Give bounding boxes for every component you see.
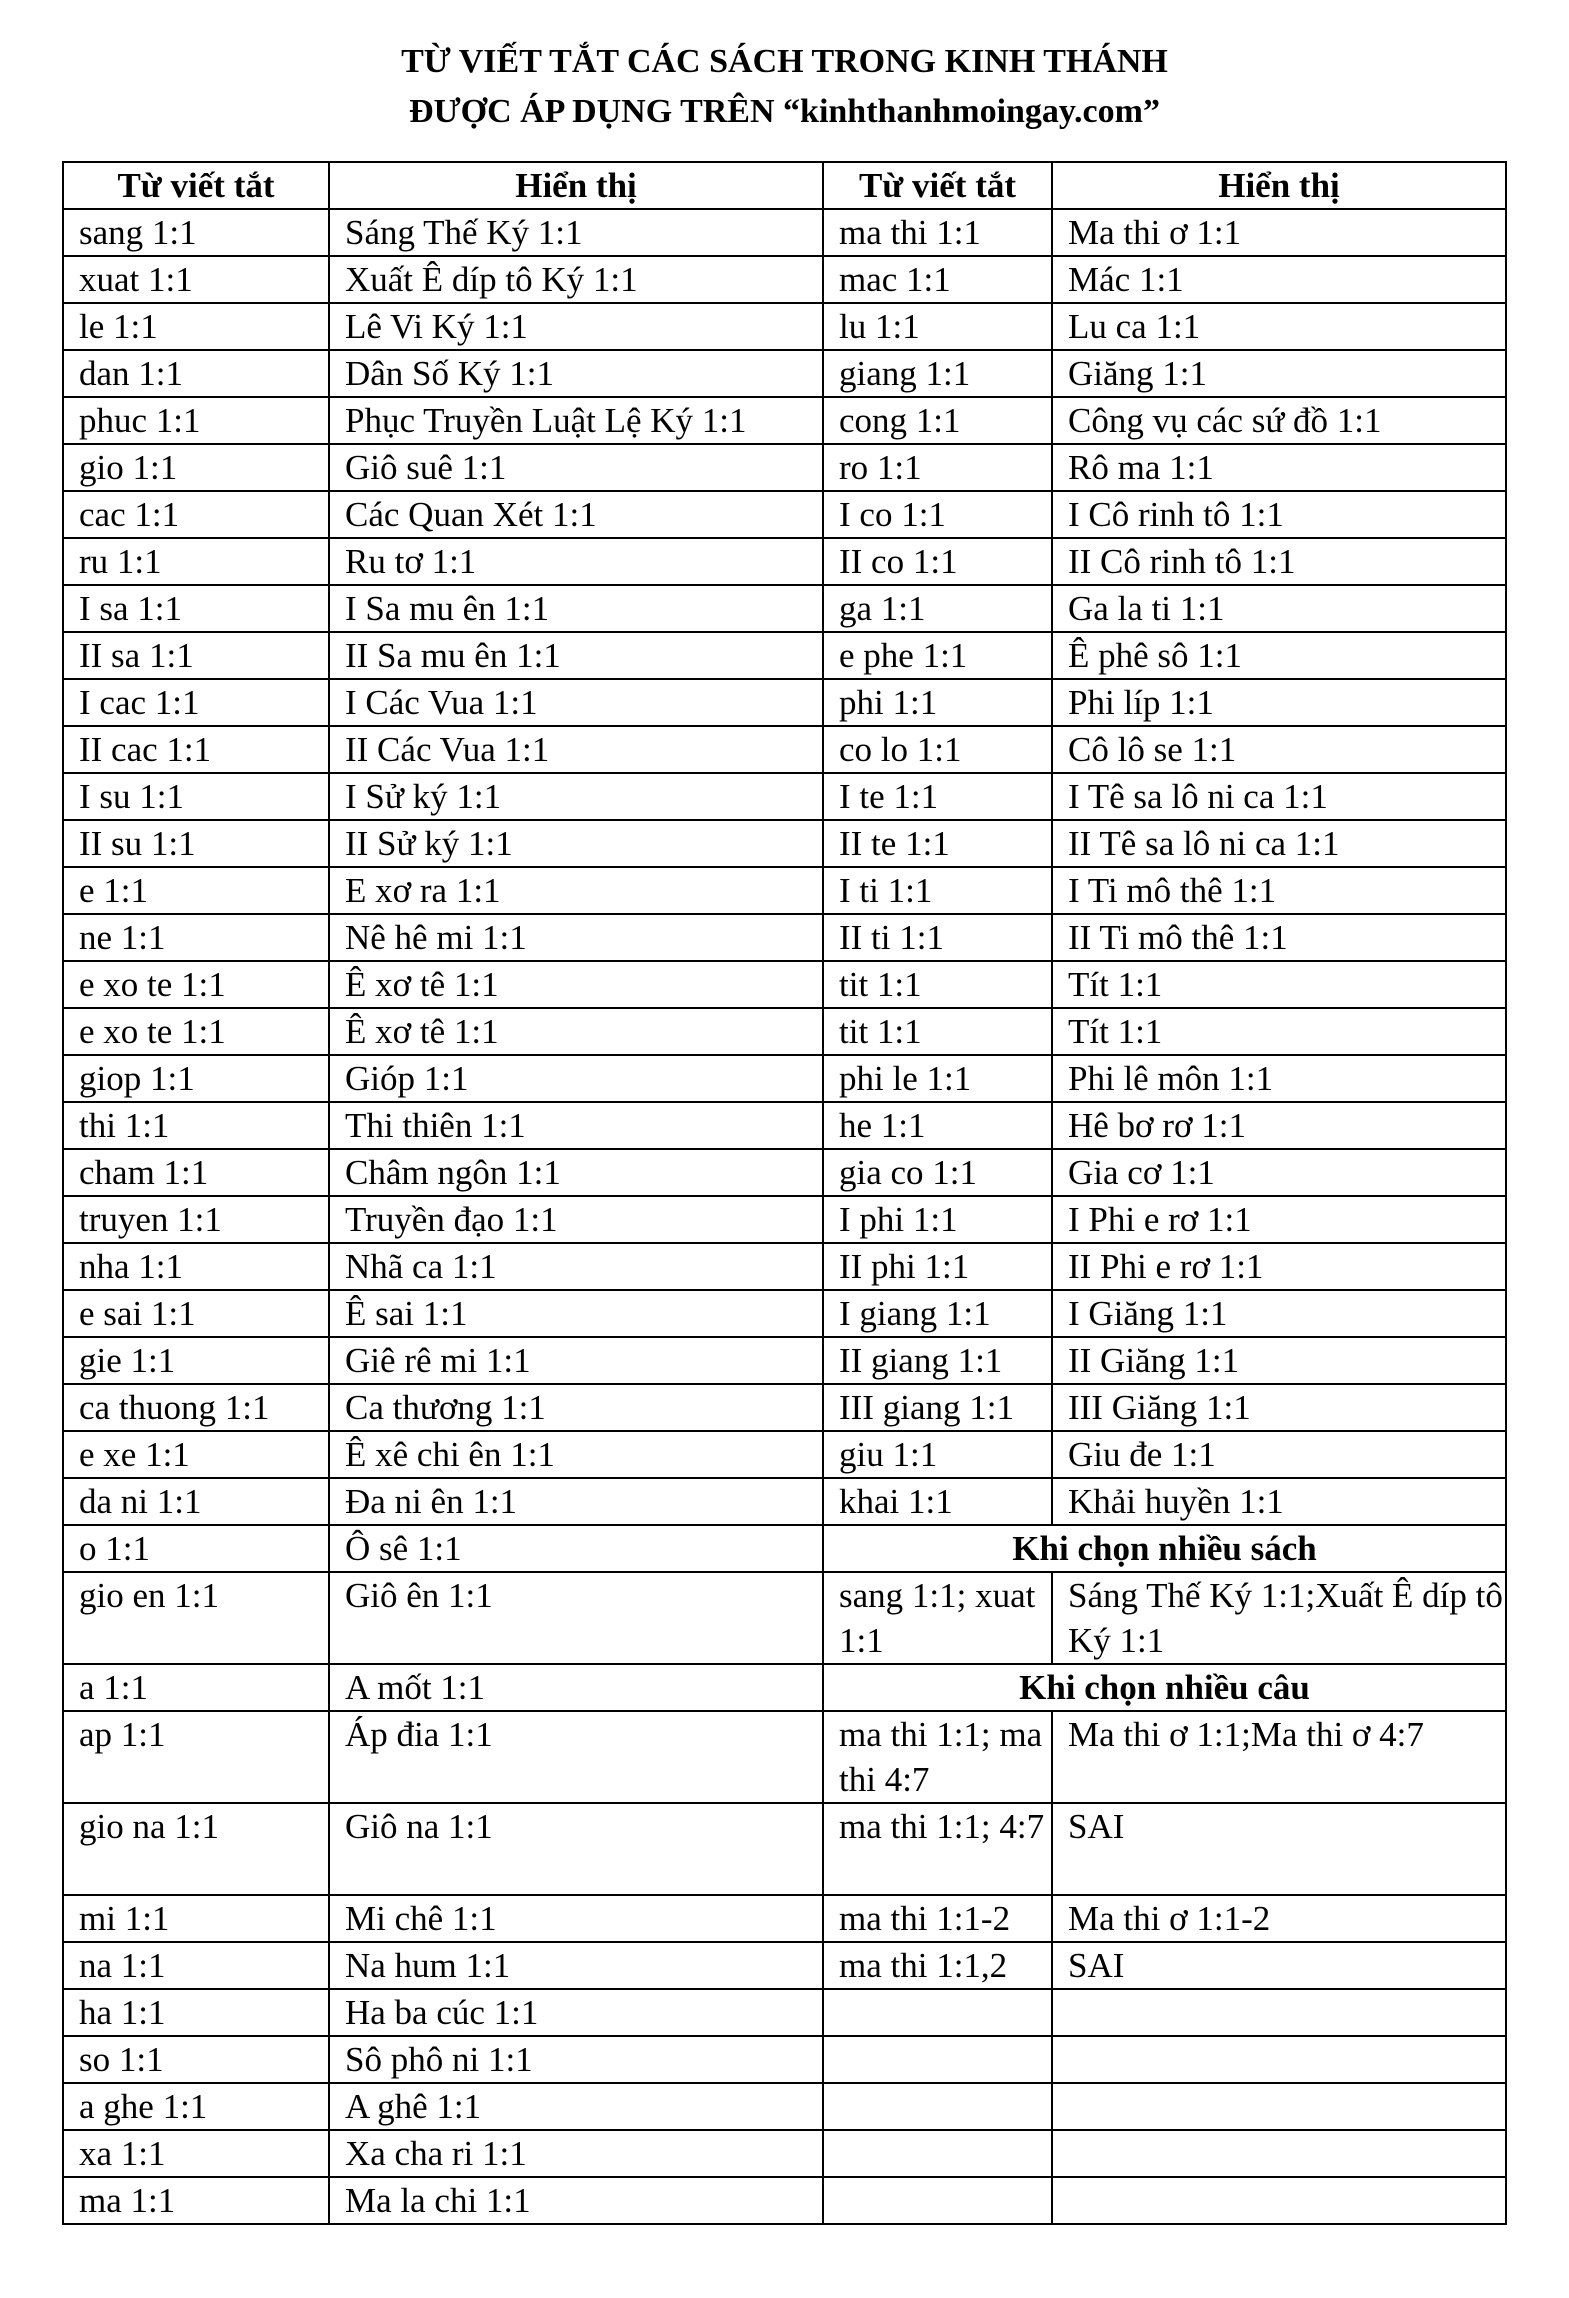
- cell-right-abbr: ro 1:1: [823, 444, 1052, 491]
- table-row: [63, 961, 1506, 1008]
- cell-right-abbr: gia co 1:1: [823, 1149, 1052, 1196]
- cell-left-display: Mi chê 1:1: [329, 1895, 823, 1942]
- cell-right-abbr: mac 1:1: [823, 256, 1052, 303]
- page-subtitle: ĐƯỢC ÁP DỤNG TRÊN “kinhthanhmoingay.com”: [409, 93, 1160, 130]
- cell-right-abbr-empty: [823, 1989, 1052, 2036]
- cell-left-abbr: sang 1:1: [63, 209, 329, 256]
- cell-right-abbr: I te 1:1: [823, 773, 1052, 820]
- cell-right-display: Công vụ các sứ đồ 1:1: [1052, 397, 1506, 444]
- cell-right-abbr: phi le 1:1: [823, 1055, 1052, 1102]
- cell-left-abbr: cac 1:1: [63, 491, 329, 538]
- cell-left-abbr: I cac 1:1: [63, 679, 329, 726]
- table-row: [63, 2130, 1506, 2177]
- cell-left-display: A ghê 1:1: [329, 2083, 823, 2130]
- cell-right-abbr: lu 1:1: [823, 303, 1052, 350]
- table-row: [63, 1478, 1506, 1525]
- cell-left-abbr: II su 1:1: [63, 820, 329, 867]
- cell-right-display: Khải huyền 1:1: [1052, 1478, 1506, 1525]
- cell-right-display-empty: [1052, 1989, 1506, 2036]
- cell-right-display: Tít 1:1: [1052, 961, 1506, 1008]
- cell-right-display: I Ti mô thê 1:1: [1052, 867, 1506, 914]
- cell-right-abbr-empty: [823, 2036, 1052, 2083]
- cell-right-abbr: II phi 1:1: [823, 1243, 1052, 1290]
- header-left-abbr: Từ viết tắt: [63, 162, 329, 209]
- cell-left-display: Thi thiên 1:1: [329, 1102, 823, 1149]
- cell-left-abbr: so 1:1: [63, 2036, 329, 2083]
- table-row: [63, 2177, 1506, 2224]
- cell-right-display-empty: [1052, 2036, 1506, 2083]
- cell-right-display: SAI: [1052, 1942, 1506, 1989]
- header-right-display: Hiển thị: [1052, 162, 1506, 209]
- cell-right-display: I Phi e rơ 1:1: [1052, 1196, 1506, 1243]
- table-row: [63, 491, 1506, 538]
- cell-left-display: Ha ba cúc 1:1: [329, 1989, 823, 2036]
- section-row-books: [63, 1525, 1506, 1572]
- abbreviation-table: [62, 161, 1507, 2225]
- cell-left-abbr: cham 1:1: [63, 1149, 329, 1196]
- cell-left-display: E xơ ra 1:1: [329, 867, 823, 914]
- cell-right-display: II Cô rinh tô 1:1: [1052, 538, 1506, 585]
- cell-right-display: Cô lô se 1:1: [1052, 726, 1506, 773]
- cell-right-display: III Giăng 1:1: [1052, 1384, 1506, 1431]
- table-header-row: [63, 162, 1506, 209]
- cell-left-display: Nhã ca 1:1: [329, 1243, 823, 1290]
- cell-right-display: Tít 1:1: [1052, 1008, 1506, 1055]
- cell-left-abbr: xa 1:1: [63, 2130, 329, 2177]
- table-row: [63, 914, 1506, 961]
- cell-left-display: Truyền đạo 1:1: [329, 1196, 823, 1243]
- cell-right-abbr: II giang 1:1: [823, 1337, 1052, 1384]
- cell-right-abbr: khai 1:1: [823, 1478, 1052, 1525]
- cell-left-abbr: II sa 1:1: [63, 632, 329, 679]
- cell-left-abbr: o 1:1: [63, 1525, 329, 1572]
- table-row: [63, 444, 1506, 491]
- cell-left-abbr: gio 1:1: [63, 444, 329, 491]
- cell-left-display: Áp đia 1:1: [329, 1711, 823, 1803]
- cell-right-display: Ê phê sô 1:1: [1052, 632, 1506, 679]
- cell-right-abbr: II ti 1:1: [823, 914, 1052, 961]
- cell-left-display: Ê xơ tê 1:1: [329, 1008, 823, 1055]
- cell-right-display: I Giăng 1:1: [1052, 1290, 1506, 1337]
- cell-left-abbr: I su 1:1: [63, 773, 329, 820]
- table-row: [63, 1803, 1506, 1895]
- header-right-abbr: Từ viết tắt: [823, 162, 1052, 209]
- table-row: [63, 585, 1506, 632]
- cell-right-display: Ma thi ơ 1:1-2: [1052, 1895, 1506, 1942]
- section-row-verses: [63, 1664, 1506, 1711]
- cell-left-display: Giô suê 1:1: [329, 444, 823, 491]
- table-row: [63, 679, 1506, 726]
- cell-right-abbr: I co 1:1: [823, 491, 1052, 538]
- cell-left-abbr: e sai 1:1: [63, 1290, 329, 1337]
- cell-left-display: Dân Số Ký 1:1: [329, 350, 823, 397]
- cell-left-abbr: e xe 1:1: [63, 1431, 329, 1478]
- table-row: [63, 820, 1506, 867]
- cell-left-abbr: ca thuong 1:1: [63, 1384, 329, 1431]
- table-row: [63, 1431, 1506, 1478]
- cell-right-display: Hê bơ rơ 1:1: [1052, 1102, 1506, 1149]
- cell-right-abbr: ma thi 1:1-2: [823, 1895, 1052, 1942]
- cell-right-display: Phi lê môn 1:1: [1052, 1055, 1506, 1102]
- cell-right-display: Giăng 1:1: [1052, 350, 1506, 397]
- table-row: [63, 632, 1506, 679]
- cell-left-display: Nê hê mi 1:1: [329, 914, 823, 961]
- cell-left-abbr: ap 1:1: [63, 1711, 329, 1803]
- cell-right-display: II Ti mô thê 1:1: [1052, 914, 1506, 961]
- cell-right-display: Ma thi ơ 1:1: [1052, 209, 1506, 256]
- cell-right-abbr: III giang 1:1: [823, 1384, 1052, 1431]
- cell-right-display: Ga la ti 1:1: [1052, 585, 1506, 632]
- table-row: [63, 303, 1506, 350]
- cell-right-display-empty: [1052, 2083, 1506, 2130]
- cell-right-display: II Tê sa lô ni ca 1:1: [1052, 820, 1506, 867]
- cell-right-abbr-empty: [823, 2177, 1052, 2224]
- cell-right-display-empty: [1052, 2177, 1506, 2224]
- cell-left-abbr: phuc 1:1: [63, 397, 329, 444]
- cell-left-display: Giô na 1:1: [329, 1803, 823, 1895]
- cell-right-abbr: phi 1:1: [823, 679, 1052, 726]
- cell-left-abbr: gie 1:1: [63, 1337, 329, 1384]
- cell-right-abbr: ma thi 1:1: [823, 209, 1052, 256]
- cell-right-display: Phi líp 1:1: [1052, 679, 1506, 726]
- table-row: [63, 1102, 1506, 1149]
- table-body: [63, 209, 1506, 2224]
- cell-left-display: Gióp 1:1: [329, 1055, 823, 1102]
- header-left-display: Hiển thị: [329, 162, 823, 209]
- cell-right-abbr: I phi 1:1: [823, 1196, 1052, 1243]
- cell-left-abbr: ne 1:1: [63, 914, 329, 961]
- cell-right-abbr: ma thi 1:1; ma thi 4:7: [823, 1711, 1052, 1803]
- table-row: [63, 350, 1506, 397]
- cell-left-display: I Các Vua 1:1: [329, 679, 823, 726]
- table-row: [63, 1149, 1506, 1196]
- cell-left-abbr: e xo te 1:1: [63, 1008, 329, 1055]
- cell-left-display: Các Quan Xét 1:1: [329, 491, 823, 538]
- cell-left-abbr: le 1:1: [63, 303, 329, 350]
- table-row: [63, 1055, 1506, 1102]
- table-row: [63, 867, 1506, 914]
- cell-left-display: Ru tơ 1:1: [329, 538, 823, 585]
- cell-left-abbr: truyen 1:1: [63, 1196, 329, 1243]
- cell-right-abbr-empty: [823, 2083, 1052, 2130]
- cell-right-abbr: sang 1:1; xuat 1:1: [823, 1572, 1052, 1664]
- cell-right-abbr: ma thi 1:1; 4:7: [823, 1803, 1052, 1895]
- table-row: [63, 773, 1506, 820]
- cell-left-display: Ê xơ tê 1:1: [329, 961, 823, 1008]
- section-heading-multiple-books: Khi chọn nhiều sách: [823, 1525, 1506, 1572]
- table-row: [63, 1895, 1506, 1942]
- cell-left-abbr: thi 1:1: [63, 1102, 329, 1149]
- table-row: [63, 256, 1506, 303]
- cell-left-abbr: a 1:1: [63, 1664, 329, 1711]
- table-row: [63, 2083, 1506, 2130]
- cell-right-display: I Cô rinh tô 1:1: [1052, 491, 1506, 538]
- cell-left-abbr: dan 1:1: [63, 350, 329, 397]
- cell-left-display: A mốt 1:1: [329, 1664, 823, 1711]
- section-heading-multiple-verses: Khi chọn nhiều câu: [823, 1664, 1506, 1711]
- cell-left-abbr: ha 1:1: [63, 1989, 329, 2036]
- cell-right-abbr: tit 1:1: [823, 1008, 1052, 1055]
- cell-right-abbr: ga 1:1: [823, 585, 1052, 632]
- cell-left-display: Ô sê 1:1: [329, 1525, 823, 1572]
- cell-right-abbr: ma thi 1:1,2: [823, 1942, 1052, 1989]
- cell-right-abbr-empty: [823, 2130, 1052, 2177]
- table-row: [63, 726, 1506, 773]
- table-row: [63, 1196, 1506, 1243]
- cell-right-display: Ma thi ơ 1:1;Ma thi ơ 4:7: [1052, 1711, 1506, 1803]
- cell-left-abbr: giop 1:1: [63, 1055, 329, 1102]
- table-row: [63, 1384, 1506, 1431]
- cell-left-abbr: I sa 1:1: [63, 585, 329, 632]
- cell-left-display: Ê sai 1:1: [329, 1290, 823, 1337]
- cell-right-abbr: giang 1:1: [823, 350, 1052, 397]
- table-row: [63, 209, 1506, 256]
- cell-left-display: Na hum 1:1: [329, 1942, 823, 1989]
- cell-left-abbr: na 1:1: [63, 1942, 329, 1989]
- cell-right-display: II Giăng 1:1: [1052, 1337, 1506, 1384]
- cell-right-display: Lu ca 1:1: [1052, 303, 1506, 350]
- cell-left-display: Xuất Ê díp tô Ký 1:1: [329, 256, 823, 303]
- cell-left-display: Giô ên 1:1: [329, 1572, 823, 1664]
- cell-right-abbr: II co 1:1: [823, 538, 1052, 585]
- cell-left-display: Sáng Thế Ký 1:1: [329, 209, 823, 256]
- cell-left-display: Phục Truyền Luật Lệ Ký 1:1: [329, 397, 823, 444]
- table-row: [63, 397, 1506, 444]
- cell-left-abbr: xuat 1:1: [63, 256, 329, 303]
- cell-left-display: II Các Vua 1:1: [329, 726, 823, 773]
- cell-left-abbr: nha 1:1: [63, 1243, 329, 1290]
- cell-left-display: Đa ni ên 1:1: [329, 1478, 823, 1525]
- cell-left-abbr: gio na 1:1: [63, 1803, 329, 1895]
- table-row: [63, 1572, 1506, 1664]
- table-row: [63, 1989, 1506, 2036]
- cell-left-display: Xa cha ri 1:1: [329, 2130, 823, 2177]
- cell-left-abbr: da ni 1:1: [63, 1478, 329, 1525]
- cell-right-abbr: tit 1:1: [823, 961, 1052, 1008]
- cell-right-abbr: I ti 1:1: [823, 867, 1052, 914]
- cell-left-display: Ma la chi 1:1: [329, 2177, 823, 2224]
- table-row: [63, 1337, 1506, 1384]
- cell-left-display: II Sử ký 1:1: [329, 820, 823, 867]
- cell-right-display: II Phi e rơ 1:1: [1052, 1243, 1506, 1290]
- cell-right-abbr: I giang 1:1: [823, 1290, 1052, 1337]
- cell-left-display: Giê rê mi 1:1: [329, 1337, 823, 1384]
- cell-right-abbr: e phe 1:1: [823, 632, 1052, 679]
- cell-right-display: Mác 1:1: [1052, 256, 1506, 303]
- cell-left-abbr: gio en 1:1: [63, 1572, 329, 1664]
- table-row: [63, 1711, 1506, 1803]
- cell-left-abbr: ma 1:1: [63, 2177, 329, 2224]
- cell-right-abbr: II te 1:1: [823, 820, 1052, 867]
- cell-left-display: Lê Vi Ký 1:1: [329, 303, 823, 350]
- cell-right-display: Giu đe 1:1: [1052, 1431, 1506, 1478]
- cell-right-abbr: he 1:1: [823, 1102, 1052, 1149]
- cell-left-display: Sô phô ni 1:1: [329, 2036, 823, 2083]
- cell-left-abbr: ru 1:1: [63, 538, 329, 585]
- cell-left-display: II Sa mu ên 1:1: [329, 632, 823, 679]
- cell-left-display: I Sa mu ên 1:1: [329, 585, 823, 632]
- cell-right-abbr: giu 1:1: [823, 1431, 1052, 1478]
- cell-right-display-empty: [1052, 2130, 1506, 2177]
- cell-right-abbr: co lo 1:1: [823, 726, 1052, 773]
- table-row: [63, 538, 1506, 585]
- cell-left-display: Châm ngôn 1:1: [329, 1149, 823, 1196]
- table-row: [63, 1290, 1506, 1337]
- table-row: [63, 1243, 1506, 1290]
- cell-left-abbr: e 1:1: [63, 867, 329, 914]
- cell-left-abbr: mi 1:1: [63, 1895, 329, 1942]
- table-row: [63, 2036, 1506, 2083]
- cell-left-display: Ê xê chi ên 1:1: [329, 1431, 823, 1478]
- cell-left-display: Ca thương 1:1: [329, 1384, 823, 1431]
- cell-left-abbr: II cac 1:1: [63, 726, 329, 773]
- table-row: [63, 1008, 1506, 1055]
- cell-right-display: I Tê sa lô ni ca 1:1: [1052, 773, 1506, 820]
- cell-right-display: Sáng Thế Ký 1:1;Xuất Ê díp tô Ký 1:1: [1052, 1572, 1506, 1664]
- page-title: TỪ VIẾT TẮT CÁC SÁCH TRONG KINH THÁNH: [401, 43, 1168, 80]
- cell-left-abbr: a ghe 1:1: [63, 2083, 329, 2130]
- cell-right-abbr: cong 1:1: [823, 397, 1052, 444]
- cell-right-display: Gia cơ 1:1: [1052, 1149, 1506, 1196]
- cell-left-display: I Sử ký 1:1: [329, 773, 823, 820]
- cell-right-display: Rô ma 1:1: [1052, 444, 1506, 491]
- table-row: [63, 1942, 1506, 1989]
- cell-right-display: SAI: [1052, 1803, 1506, 1895]
- cell-left-abbr: e xo te 1:1: [63, 961, 329, 1008]
